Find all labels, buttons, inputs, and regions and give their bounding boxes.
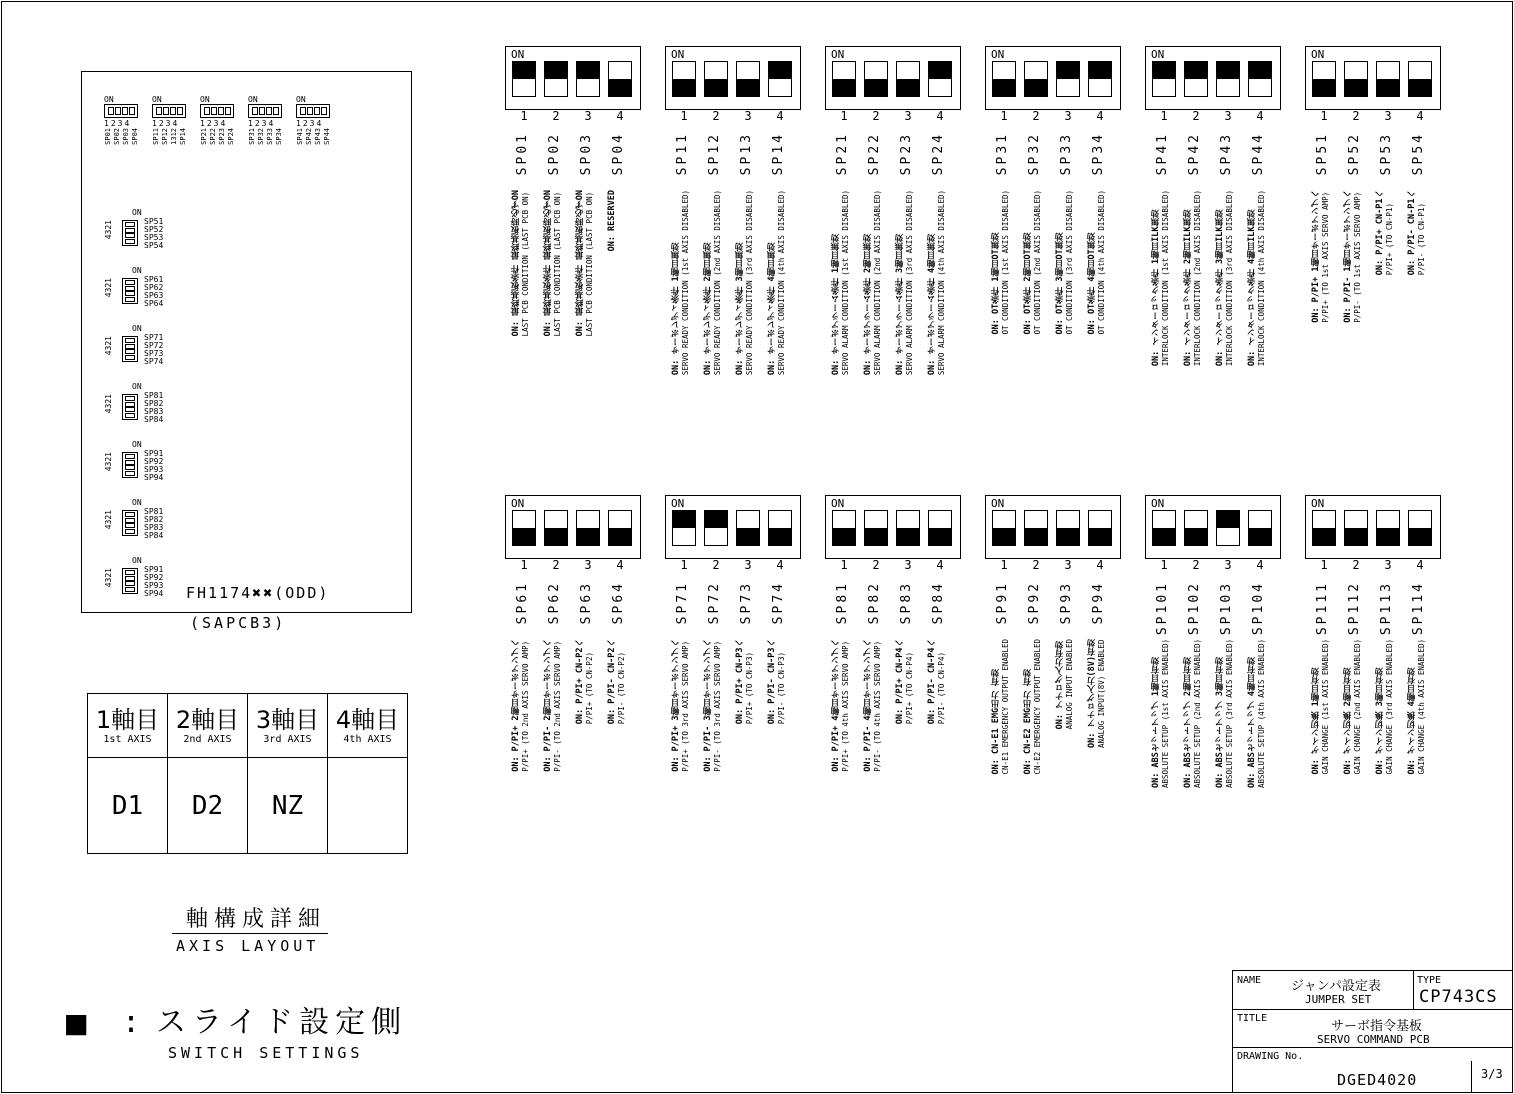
sp-label: SP82 xyxy=(867,581,882,625)
sp-label: SP94 xyxy=(1091,581,1106,625)
sp-label: SP83 xyxy=(899,581,914,625)
pcb-model-name: FH1174✖✖(ODD) xyxy=(186,584,330,602)
title-label: TITLE xyxy=(1237,1013,1268,1024)
axis-header-1: 1軸目 1st AXIS xyxy=(88,694,168,758)
sp-label: SP33 xyxy=(1059,132,1074,176)
axis-header-4: 4軸目 4th AXIS xyxy=(328,694,408,758)
sp-label: SP12 xyxy=(707,132,722,176)
dip-slider xyxy=(896,510,920,546)
name-label: NAME xyxy=(1237,975,1262,986)
setting-description: ON: ゲイン切換 3軸目有効 GAIN CHANGE (3rd AXIS ENABLED) xyxy=(1375,639,1394,775)
legend-separator: : xyxy=(122,1005,141,1040)
sp-label: SP54 xyxy=(1411,132,1426,176)
type-label: TYPE xyxy=(1417,975,1442,986)
dip-slider xyxy=(512,61,536,97)
dip-slider xyxy=(992,510,1016,546)
dip-slider xyxy=(896,61,920,97)
setting-description: ON: サーボアラーム条件 1軸目無効 SERVO ALARM CONDITION (1st AXIS DISABLED) xyxy=(831,190,850,376)
sp-label: SP63 xyxy=(579,581,594,625)
sheet-number: 3/3 xyxy=(1481,1067,1503,1081)
setting-description: ON: サーボレディ条件 3軸目無効 SERVO READY CONDITION (3rd AXIS DISABLED) xyxy=(735,190,754,376)
sp-label: SP103 xyxy=(1219,581,1234,636)
dip-slider xyxy=(704,510,728,546)
pcb-left-switch: 4321 ON SP81 SP82 SP83 SP84 xyxy=(104,498,164,540)
setting-description: ON: サーボレディ条件 2軸目無効 SERVO READY CONDITION (2nd AXIS DISABLED) xyxy=(703,190,722,376)
sp-label: SP111 xyxy=(1315,581,1330,636)
pcb-left-switch: 4321 ON SP91 SP92 SP93 SP94 xyxy=(104,556,164,598)
setting-description: ON: インターロック条件 4軸目ILK無効 INTERLOCK CONDITION (4th AXIS DISABLED) xyxy=(1247,190,1266,367)
sp-label: SP22 xyxy=(867,132,882,176)
setting-description: ON: ABSセットアップ 1軸目有効 ABSOLUTE SETUP (1st AXIS ENABLED) xyxy=(1151,639,1170,789)
dip-switch: ON 1 2 3 4 xyxy=(825,495,961,559)
dip-slider xyxy=(736,510,760,546)
setting-description: ON: インターロック条件 3軸目ILK無効 INTERLOCK CONDITION (3rd AXIS DISABLED) xyxy=(1215,190,1234,367)
sp-label: SP91 xyxy=(995,581,1010,625)
dip-slider xyxy=(1408,61,1432,97)
dip-slider xyxy=(1152,61,1176,97)
dip-slider xyxy=(1184,510,1208,546)
setting-description: ON: CN-E2 EMG出力 有効 CN-E2 EMERGENCY OUTPUT ENABLED xyxy=(1023,639,1042,775)
setting-description: ON: ABSセットアップ 2軸目有効 ABSOLUTE SETUP (2nd AXIS ENABLED) xyxy=(1183,639,1202,789)
sp-label: SP64 xyxy=(611,581,626,625)
name-jp: ジャンパ設定表 xyxy=(1291,979,1381,994)
setting-description: ON: 最終基板条件 最終基板時必ずON LAST PCB CONDITION (LAST PCB ON) xyxy=(511,190,530,337)
setting-description: ON: P/PI- CN-P4へ P/PI- (TO CN-P4) xyxy=(927,639,946,725)
setting-description: ON: ABSセットアップ 4軸目有効 ABSOLUTE SETUP (4th AXIS ENABLED) xyxy=(1247,639,1266,789)
axis-layout-title-jp: 軸構成詳細 xyxy=(186,907,327,932)
sp-label: SP71 xyxy=(675,581,690,625)
sp-label: SP02 xyxy=(547,132,562,176)
setting-description: ON: インターロック条件 2軸目ILK無効 INTERLOCK CONDITION (2nd AXIS DISABLED) xyxy=(1183,190,1202,367)
dip-slider xyxy=(672,61,696,97)
dip-slider xyxy=(1376,61,1400,97)
drawing-number: DGED4020 xyxy=(1337,1071,1418,1089)
sp-label: SP34 xyxy=(1091,132,1106,176)
setting-description: ON: ゲイン切換 1軸目有効 GAIN CHANGE (1st AXIS ENABLED) xyxy=(1311,639,1330,775)
pcb-left-switch: 4321 ON SP51 SP52 SP53 SP54 xyxy=(104,208,164,250)
dip-slider xyxy=(864,510,888,546)
sp-label: SP112 xyxy=(1347,581,1362,636)
setting-description: ON: サーボレディ条件 1軸目無効 SERVO READY CONDITION (1st AXIS DISABLED) xyxy=(671,190,690,376)
sp-label: SP102 xyxy=(1187,581,1202,636)
axis-value-1: D1 xyxy=(88,758,168,854)
sp-label: SP113 xyxy=(1379,581,1394,636)
dip-on-label: ON xyxy=(991,497,1005,510)
dip-slider xyxy=(1056,510,1080,546)
dip-slider xyxy=(544,61,568,97)
sp-label: SP11 xyxy=(675,132,690,176)
dip-slider xyxy=(992,61,1016,97)
setting-description: ON: ゲイン切換 4軸目有効 GAIN CHANGE (4th AXIS ENABLED) xyxy=(1407,639,1426,775)
type-value: CP743CS xyxy=(1419,987,1498,1007)
switch-settings-en: SWITCH SETTINGS xyxy=(168,1044,364,1062)
dip-slider xyxy=(1312,510,1336,546)
dip-slider xyxy=(1024,61,1048,97)
sp-label: SP62 xyxy=(547,581,562,625)
setting-description: ON: P/PI- 2軸目サーボアンプへ P/PI- (TO 2nd AXIS SERVO AMP) xyxy=(543,639,562,772)
dip-slider xyxy=(1088,510,1112,546)
dip-slider xyxy=(1056,61,1080,97)
setting-description: ON: サーボアラーム条件 2軸目無効 SERVO ALARM CONDITION (2nd AXIS DISABLED) xyxy=(863,190,882,376)
dip-slider xyxy=(576,61,600,97)
dip-slider xyxy=(1376,510,1400,546)
sp-label: SP81 xyxy=(835,581,850,625)
setting-description: ON: ゲイン切換 2軸目有効 GAIN CHANGE (2nd AXIS ENABLED) xyxy=(1343,639,1362,775)
dip-on-label: ON xyxy=(671,497,685,510)
dip-slider xyxy=(704,61,728,97)
dip-slider xyxy=(1024,510,1048,546)
dip-switch: ON 1 2 3 4 xyxy=(1305,46,1441,110)
dip-slider xyxy=(608,61,632,97)
dip-slider xyxy=(928,510,952,546)
setting-description: ON: OT条件 1軸目OT無効 OT CONDITION (1st AXIS DISABLED) xyxy=(991,190,1010,335)
setting-description: ON: P/PI+ 4軸目サーボアンプへ P/PI+ (TO 4th AXIS SERVO AMP) xyxy=(831,639,850,772)
setting-description: ON: サーボアラーム条件 3軸目無効 SERVO ALARM CONDITION (3rd AXIS DISABLED) xyxy=(895,190,914,376)
drawing-label: DRAWING No. xyxy=(1237,1051,1304,1062)
dip-slider xyxy=(832,61,856,97)
dip-on-label: ON xyxy=(831,497,845,510)
setting-description: ON: P/PI+ CN-P4へ P/PI+ (TO CN-P4) xyxy=(895,639,914,725)
pcb-top-switch: ON 1234 SP31 SP32 SP33 SP34 xyxy=(248,95,283,145)
setting-description: ON: P/PI- 3軸目サーボアンプへ P/PI- (TO 3rd AXIS SERVO AMP) xyxy=(703,639,722,772)
axis-header-3: 3軸目 3rd AXIS xyxy=(248,694,328,758)
dip-slider xyxy=(608,510,632,546)
pcb-left-switch: 4321 ON SP71 SP72 SP73 SP74 xyxy=(104,324,164,366)
name-en: JUMPER SET xyxy=(1305,993,1372,1006)
setting-description: ON: OT条件 4軸目OT無効 OT CONDITION (4th AXIS DISABLED) xyxy=(1087,190,1106,335)
dip-switch: ON 1 2 3 4 xyxy=(1305,495,1441,559)
dip-on-label: ON xyxy=(1151,497,1165,510)
sp-label: SP21 xyxy=(835,132,850,176)
sp-label: SP01 xyxy=(515,132,530,176)
title-jp: サーボ指令基板 xyxy=(1331,1019,1423,1034)
sp-label: SP51 xyxy=(1315,132,1330,176)
setting-description: ON: OT条件 2軸目OT無効 OT CONDITION (2nd AXIS DISABLED) xyxy=(1023,190,1042,335)
setting-description: ON: P/PI+ 1軸目サーボアンプへ P/PI+ (TO 1st AXIS SERVO AMP) xyxy=(1311,190,1330,323)
sp-label: SP32 xyxy=(1027,132,1042,176)
setting-description: ON: 最終基板条件 最終基板時必ずON LAST PCB CONDITION (LAST PCB ON) xyxy=(543,190,562,337)
dip-on-label: ON xyxy=(831,48,845,61)
dip-slider xyxy=(512,510,536,546)
axis-value-4 xyxy=(328,758,408,854)
dip-on-label: ON xyxy=(1311,497,1325,510)
dip-on-label: ON xyxy=(1311,48,1325,61)
axis-table xyxy=(87,693,408,854)
setting-description: ON: サーボレディ条件 4軸目無効 SERVO READY CONDITION (4th AXIS DISABLED) xyxy=(767,190,786,376)
setting-description: ON: P/PI+ CN-P2へ P/PI+ (TO CN-P2) xyxy=(575,639,594,725)
setting-description: ON: P/PI+ CN-P1へ P/PI+ (TO CN-P1) xyxy=(1375,190,1394,276)
dip-slider xyxy=(832,510,856,546)
sp-label: SP61 xyxy=(515,581,530,625)
dip-slider xyxy=(1248,61,1272,97)
sp-label: SP44 xyxy=(1251,132,1266,176)
sp-label: SP104 xyxy=(1251,581,1266,636)
axis-header-2: 2軸目 2nd AXIS xyxy=(168,694,248,758)
dip-slider xyxy=(1344,510,1368,546)
sp-label: SP93 xyxy=(1059,581,1074,625)
dip-switch: ON 1 2 3 4 xyxy=(505,46,641,110)
setting-description: ON: CN-E1 EMG出力 有効 CN-E1 EMERGENCY OUTPUT ENABLED xyxy=(991,639,1010,775)
dip-slider xyxy=(672,510,696,546)
title-en: SERVO COMMAND PCB xyxy=(1317,1033,1430,1046)
setting-description: ON: P/PI+ CN-P3へ P/PI+ (TO CN-P3) xyxy=(735,639,754,725)
pcb-left-switch: 4321 ON SP61 SP62 SP63 SP64 xyxy=(104,266,164,308)
sp-label: SP41 xyxy=(1155,132,1170,176)
dip-slider xyxy=(1216,510,1240,546)
dip-slider xyxy=(1312,61,1336,97)
setting-description: ON: P/PI+ 3軸目サーボアンプへ P/PI+ (TO 3rd AXIS SERVO AMP) xyxy=(671,639,690,772)
dip-switch: ON 1 2 3 4 xyxy=(825,46,961,110)
axis-layout-title-en: AXIS LAYOUT xyxy=(176,937,320,955)
dip-slider xyxy=(1216,61,1240,97)
sp-label: SP24 xyxy=(931,132,946,176)
pcb-outline xyxy=(81,71,412,613)
sp-label: SP13 xyxy=(739,132,754,176)
pcb-caption: (SAPCB3) xyxy=(190,614,287,632)
sp-label: SP04 xyxy=(611,132,626,176)
setting-description: ON: アナログ入力(8V)有効 ANALOG INPUT(8V) ENABLED xyxy=(1087,639,1106,748)
sp-label: SP74 xyxy=(771,581,786,625)
pcb-top-switch: ON 1234 SP11 SP12 1312 SP14 xyxy=(152,95,187,145)
axis-layout-underline xyxy=(172,933,328,934)
pcb-top-switch: ON 1234 SP21 SP22 SP23 SP24 xyxy=(200,95,235,145)
dip-switch: ON 1 2 3 4 xyxy=(985,46,1121,110)
dip-slider xyxy=(1152,510,1176,546)
setting-description: ON: RESERVED xyxy=(607,190,617,252)
pcb-top-switch: ON 1234 SP01 SP02 SP03 SP04 xyxy=(104,95,139,145)
setting-description: ON: P/PI- 1軸目サーボアンプへ P/PI- (TO 1st AXIS SERVO AMP) xyxy=(1343,190,1362,323)
setting-description: ON: インターロック条件 1軸目ILK無効 INTERLOCK CONDITION (1st AXIS DISABLED) xyxy=(1151,190,1170,367)
pcb-top-switch: ON 1234 SP41 SP42 SP43 SP44 xyxy=(296,95,331,145)
setting-description: ON: P/PI- 4軸目サーボアンプへ P/PI- (TO 4th AXIS SERVO AMP) xyxy=(863,639,882,772)
dip-slider xyxy=(1344,61,1368,97)
dip-slider xyxy=(1088,61,1112,97)
sp-label: SP114 xyxy=(1411,581,1426,636)
sp-label: SP73 xyxy=(739,581,754,625)
setting-description: ON: サーボアラーム条件 4軸目無効 SERVO ALARM CONDITION (4th AXIS DISABLED) xyxy=(927,190,946,376)
dip-slider xyxy=(928,61,952,97)
dip-on-label: ON xyxy=(1151,48,1165,61)
setting-description: ON: P/PI- CN-P3へ P/PI- (TO CN-P3) xyxy=(767,639,786,725)
dip-switch: ON 1 2 3 4 xyxy=(505,495,641,559)
dip-switch: ON 1 2 3 4 xyxy=(665,495,801,559)
sp-label: SP52 xyxy=(1347,132,1362,176)
dip-on-label: ON xyxy=(671,48,685,61)
setting-description: ON: アナログ入力有効 ANALOG INPUT ENABLED xyxy=(1055,639,1074,730)
setting-description: ON: P/PI- CN-P1へ P/PI- (TO CN-P1) xyxy=(1407,190,1426,276)
dip-on-label: ON xyxy=(991,48,1005,61)
dip-on-label: ON xyxy=(511,497,525,510)
sp-label: SP23 xyxy=(899,132,914,176)
setting-description: ON: ABSセットアップ 3軸目有効 ABSOLUTE SETUP (3rd AXIS ENABLED) xyxy=(1215,639,1234,789)
sp-label: SP101 xyxy=(1155,581,1170,636)
dip-slider xyxy=(1184,61,1208,97)
dip-switch: ON 1 2 3 4 xyxy=(1145,495,1281,559)
setting-description: ON: P/PI+ 2軸目サーボアンプへ P/PI+ (TO 2nd AXIS SERVO AMP) xyxy=(511,639,530,772)
sp-label: SP42 xyxy=(1187,132,1202,176)
black-square-legend-icon: ■ xyxy=(66,1003,87,1043)
dip-slider xyxy=(1408,510,1432,546)
axis-value-2: D2 xyxy=(168,758,248,854)
dip-slider xyxy=(544,510,568,546)
sp-label: SP72 xyxy=(707,581,722,625)
setting-description: ON: 最終基板条件 最終基板時必ずON LAST PCB CONDITION (LAST PCB ON) xyxy=(575,190,594,337)
dip-slider xyxy=(736,61,760,97)
sp-label: SP31 xyxy=(995,132,1010,176)
dip-slider xyxy=(1248,510,1272,546)
sp-label: SP84 xyxy=(931,581,946,625)
sp-label: SP03 xyxy=(579,132,594,176)
dip-slider xyxy=(768,61,792,97)
setting-description: ON: P/PI- CN-P2へ P/PI- (TO CN-P2) xyxy=(607,639,626,725)
dip-switch: ON 1 2 3 4 xyxy=(985,495,1121,559)
pcb-left-switch: 4321 ON SP81 SP82 SP83 SP84 xyxy=(104,382,164,424)
sp-label: SP43 xyxy=(1219,132,1234,176)
dip-switch: ON 1 2 3 4 xyxy=(665,46,801,110)
setting-description: ON: OT条件 3軸目OT無効 OT CONDITION (3rd AXIS DISABLED) xyxy=(1055,190,1074,335)
dip-slider xyxy=(864,61,888,97)
dip-slider xyxy=(768,510,792,546)
dip-switch: ON 1 2 3 4 xyxy=(1145,46,1281,110)
axis-value-3: NZ xyxy=(248,758,328,854)
switch-settings-jp: スライド設定側 xyxy=(156,1005,408,1040)
sp-label: SP14 xyxy=(771,132,786,176)
dip-slider xyxy=(576,510,600,546)
title-block xyxy=(1232,970,1512,1093)
sp-label: SP53 xyxy=(1379,132,1394,176)
sp-label: SP92 xyxy=(1027,581,1042,625)
pcb-left-switch: 4321 ON SP91 SP92 SP93 SP94 xyxy=(104,440,164,482)
dip-on-label: ON xyxy=(511,48,525,61)
